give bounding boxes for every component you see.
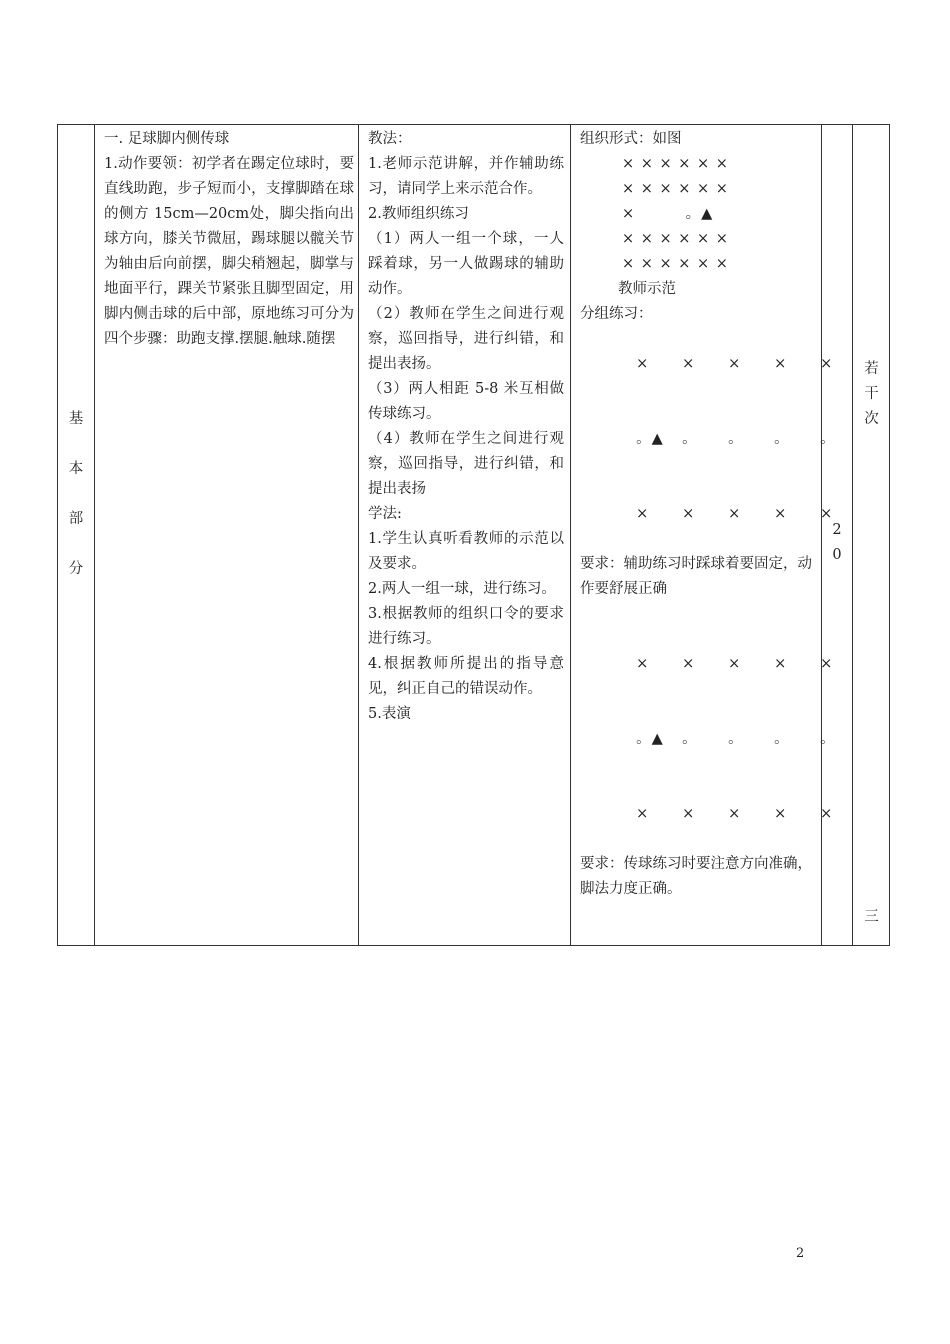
ball-mark: 。▲ [636,731,664,747]
player-mark: × [820,356,834,372]
time-digit: 2 [832,522,842,538]
group-row [580,477,834,552]
teach-item: 2.教师组织练习 [368,206,469,222]
player-mark: × [774,806,788,822]
formation-row: × × × × × × [622,256,729,272]
learn-item: 2.两人一组一球，进行练习。 [368,581,556,597]
section-label [58,407,94,607]
content-title: 一. 足球脚内侧传球 [104,131,230,147]
learn-title: 学法: [368,506,402,522]
ball-mark: 。 [820,431,836,447]
formation-diagram [580,152,816,277]
ball-mark: 。▲ [636,431,664,447]
player-mark: × [636,356,650,372]
player-mark: × [774,656,788,672]
organization-title: 组织形式：如图 [580,131,682,147]
ball-mark: 。 [682,731,698,747]
player-mark: × [636,806,650,822]
player-mark: × [820,506,834,522]
teach-item: （1）两人一组一个球，一人踩着球，另一人做踢球的辅助动作。 [368,231,564,297]
ball-mark: 。 [682,431,698,447]
teach-item: 1.老师示范讲解，并作辅助练习，请同学上来示范合作。 [368,156,564,197]
content-body: 1.动作要领：初学者在踢定位球时，要直线助跑，步子短而小，支撑脚踏在球的侧方 15cm—20cm处，脚尖指向出球方向，膝关节微屈，踢球腿以髋关节为轴由后向前摆，脚尖稍翘起，脚掌与地面平行，踝关节紧张且脚型固定，用脚内侧击球的后中部，原地练习可分为四个步骤：助跑支撑.摆腿.触球.随摆 [104,156,354,347]
player-mark: × [636,506,650,522]
methods-column [359,125,571,945]
time-column [822,125,853,945]
player-mark: × [774,356,788,372]
teach-item: （2）教师在学生之间进行观察，巡回指导，进行纠错，和提出表扬。 [368,306,564,372]
demo-label: 教师示范 [618,281,676,297]
count-value [853,357,890,432]
group-row [580,777,834,852]
learn-item: 4.根据教师所提出的指导意见，纠正自己的错误动作。 [368,656,564,697]
player-mark: × [820,806,834,822]
learn-item: 1.学生认真听看教师的示范以及要求。 [368,531,564,572]
page-number: 2 [796,1246,805,1261]
player-mark: × [728,656,742,672]
organization-column [571,125,836,945]
ball-mark: 。 [774,431,790,447]
group-row [580,627,834,702]
player-mark: × [636,656,650,672]
player-mark: × [728,506,742,522]
section-char: 分 [68,561,84,577]
count-char: 干 [864,386,879,402]
group-row [580,402,836,477]
group-diagram-1 [580,327,836,552]
player-mark: × [728,356,742,372]
section-char: 本 [68,461,84,477]
group-title: 分组练习： [580,306,653,322]
ball-mark: 。 [774,731,790,747]
time-digit: 0 [832,547,842,563]
teach-item: （4）教师在学生之间进行观察，巡回指导，进行纠错，和提出表扬 [368,431,564,497]
section-column [58,125,95,945]
section-char: 部 [68,511,84,527]
time-value [822,518,852,568]
section-char: 基 [68,411,84,427]
requirement-1: 要求：辅助练习时踩球着要固定，动作要舒展正确 [580,556,812,597]
lesson-table [57,124,890,946]
ball-mark: 。 [728,731,744,747]
count-char: 次 [864,411,879,427]
count-char: 若 [864,361,879,377]
formation-row: × 。▲ [622,206,714,222]
formation-row: × × × × × × [622,181,729,197]
player-mark: × [682,656,696,672]
teach-title: 教法： [368,131,412,147]
player-mark: × [728,806,742,822]
learn-item: 5.表演 [368,706,411,722]
intensity-value: 三 [864,909,879,925]
teach-item: （3）两人相距 5-8 米互相做传球练习。 [368,381,564,422]
formation-row: × × × × × × [622,231,729,247]
learn-item: 3.根据教师的组织口令的要求进行练习。 [368,606,564,647]
formation-row: × × × × × × [622,156,729,172]
player-mark: × [682,356,696,372]
ball-mark: 。 [820,731,836,747]
ball-mark: 。 [728,431,744,447]
group-diagram-2 [580,627,836,852]
player-mark: × [682,806,696,822]
player-mark: × [774,506,788,522]
group-row [580,702,836,777]
content-column [95,125,359,945]
requirement-2: 要求：传球练习时要注意方向准确，脚法力度正确。 [580,856,812,897]
player-mark: × [682,506,696,522]
count-column [853,125,890,945]
group-row [580,327,834,402]
player-mark: × [820,656,834,672]
